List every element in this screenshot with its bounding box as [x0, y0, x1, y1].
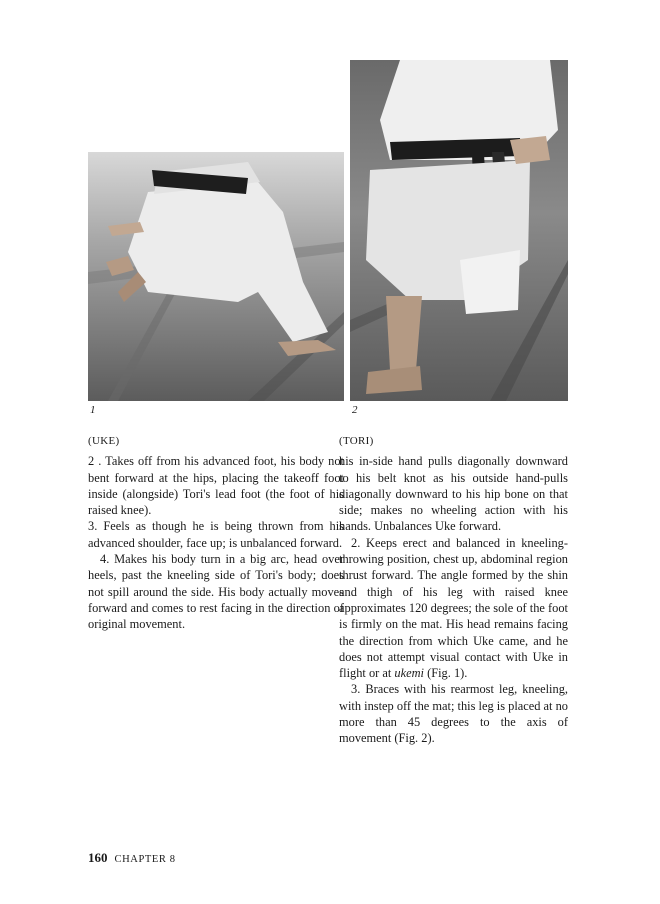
page-footer	[88, 850, 176, 866]
tori-column-header: (TORI)	[339, 435, 374, 447]
chapter-label: CHAPTER 8	[114, 854, 176, 865]
figure-2-photo	[350, 60, 568, 401]
uke-step-4: 4. Makes his body turn in a big arc, head over heels, past the kneeling side of Tori's body; does not spill around the side. His body actually moves forward and comes to rest facing in the direction of original movement.	[88, 552, 344, 632]
uke-column-header: (UKE)	[88, 435, 120, 447]
tori-step-2: 2. Keeps erect and balanced in kneeling-throwing position, chest up, abdominal region thrust forward. The angle formed by the shin and thigh of his leg with raised knee approximates 120 degrees; the sole of the foot is firmly on the mat. His head remains facing the direction from which Uke came, and he does not attempt visual contact with Uke in flight or at ukemi (Fig. 1).	[339, 535, 568, 681]
figure-1-photo	[88, 152, 344, 401]
uke-column	[88, 433, 344, 633]
tori-step-1-continued: his in-side hand pulls diagonally downward to his belt knot as his outside hand-pulls diagonally downward to his hip bone on that side; makes no wheeling action with his hands. Unbalances Uke forward.	[339, 454, 568, 534]
uke-step-3: 3. Feels as though he is being thrown from his advanced shoulder, face up; is unbalanced forward.	[88, 519, 344, 550]
uke-step-2: 2 . Takes off from his advanced foot, his body not bent forward at the hips, placing the takeoff foot inside (alongside) Tori's lead foot (the foot of his raised knee).	[88, 454, 344, 518]
figure-1-caption: 1	[90, 404, 96, 416]
page-number: 160	[88, 850, 108, 865]
tori-step-3: 3. Braces with his rearmost leg, kneeling, with instep off the mat; this leg is placed at no more than 45 degrees to the axis of movement (Fig. 2).	[339, 682, 568, 746]
figure-2-caption: 2	[352, 404, 358, 416]
tori-column	[339, 433, 568, 747]
